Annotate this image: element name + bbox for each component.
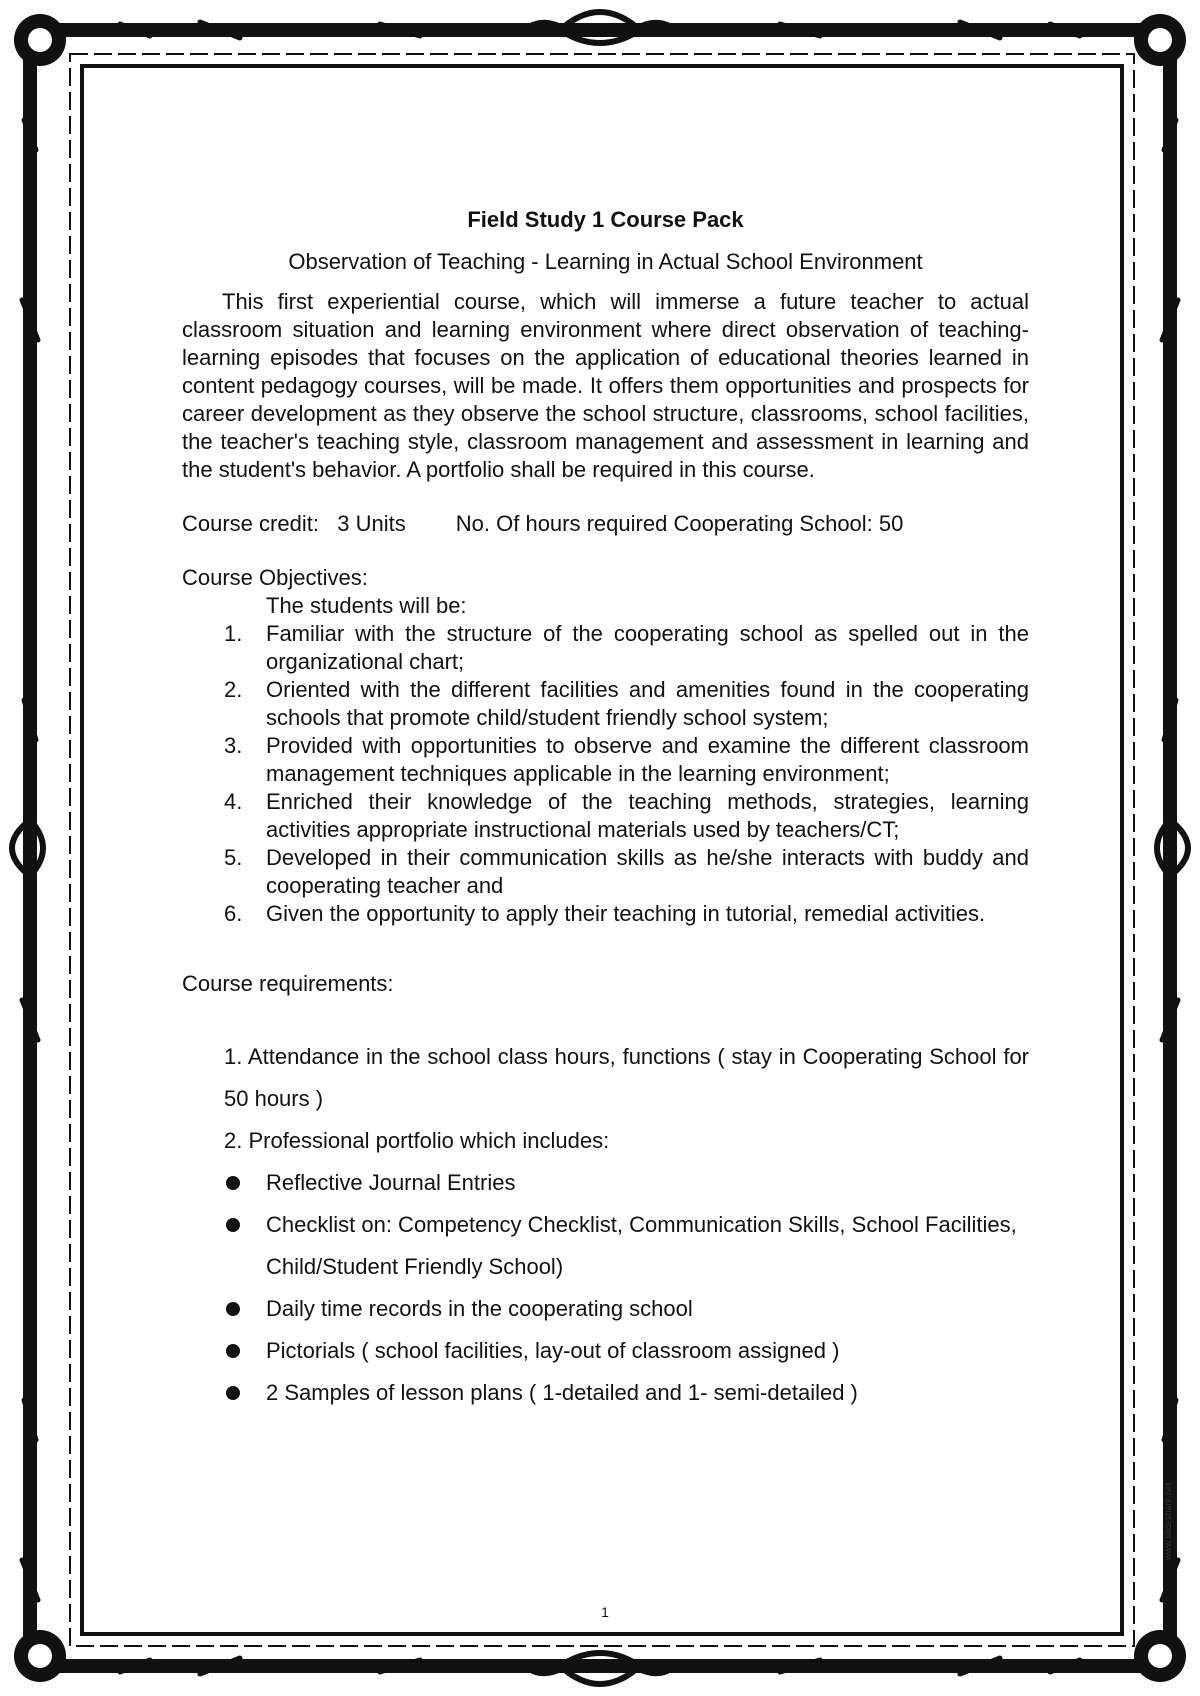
portfolio-list xyxy=(182,1162,1029,1414)
side-watermark: www.slideshare.net xyxy=(1163,1482,1173,1560)
document-subtitle: Observation of Teaching - Learning in Actual School Environment xyxy=(288,249,923,274)
objective-item: 4. Enriched their knowledge of the teaching methods, strategies, learning activities appropriate instructional materials used by teachers/CT; xyxy=(224,789,1029,842)
requirements-heading: Course requirements: xyxy=(182,971,394,996)
objective-item: 3. Provided with opportunities to observe and examine the different classroom management techniques applicable in the learning environment; xyxy=(224,733,1029,786)
portfolio-item: Pictorials ( school facilities, lay-out of classroom assigned ) xyxy=(224,1330,1029,1372)
objective-item: 2. Oriented with the different facilities and amenities found in the cooperating schools that promote child/student friendly school system; xyxy=(224,677,1029,730)
intro-paragraph: This first experiential course, which will immerse a future teacher to actual classroom situation and learning environment where direct observation of teaching-learning episodes that focuses on the application of educational theories learned in content pedagogy courses, will be made. It offers them opportunities and prospects for career development as they observe the school structure, classrooms, school facilities, the teacher's teaching style, classroom management and assessment in learning and the student's behavior. A portfolio shall be required in this course. xyxy=(182,289,1029,482)
bullet-icon xyxy=(226,1218,240,1232)
bullet-icon xyxy=(226,1302,240,1316)
hours-label: No. Of hours required Cooperating School: xyxy=(455,511,873,536)
portfolio-item: Checklist on: Competency Checklist, Communication Skills, School Facilities, Child/Student Friendly School) xyxy=(224,1204,1029,1288)
requirement-attendance: 1. Attendance in the school class hours, functions ( stay in Cooperating School for 50 hours ) xyxy=(224,1044,1029,1111)
objective-item: 6. Given the opportunity to apply their teaching in tutorial, remedial activities. xyxy=(224,901,986,926)
page-content xyxy=(182,206,1029,1414)
requirement-portfolio: 2. Professional portfolio which includes: xyxy=(224,1128,610,1153)
course-credit-line xyxy=(182,510,1029,538)
bullet-icon xyxy=(226,1386,240,1400)
portfolio-item: Reflective Journal Entries xyxy=(224,1162,1029,1204)
objectives-lead: The students will be: xyxy=(266,593,467,618)
objectives-heading: Course Objectives: xyxy=(182,565,368,590)
objective-item: 5. Developed in their communication skills as he/she interacts with buddy and cooperating teacher and xyxy=(224,845,1029,898)
document-title: Field Study 1 Course Pack xyxy=(467,207,744,232)
bullet-icon xyxy=(226,1344,240,1358)
credit-value: 3 Units xyxy=(337,511,406,536)
objectives-list xyxy=(182,620,1029,928)
objective-item: 1. Familiar with the structure of the cooperating school as spelled out in the organizational chart; xyxy=(224,621,1029,674)
portfolio-item: 2 Samples of lesson plans ( 1-detailed and 1- semi-detailed ) xyxy=(224,1372,1029,1414)
bullet-icon xyxy=(226,1176,240,1190)
credit-label: Course credit: xyxy=(182,511,319,536)
page-number: 1 xyxy=(601,1604,609,1620)
portfolio-item: Daily time records in the cooperating school xyxy=(224,1288,1029,1330)
hours-value: 50 xyxy=(878,511,904,536)
